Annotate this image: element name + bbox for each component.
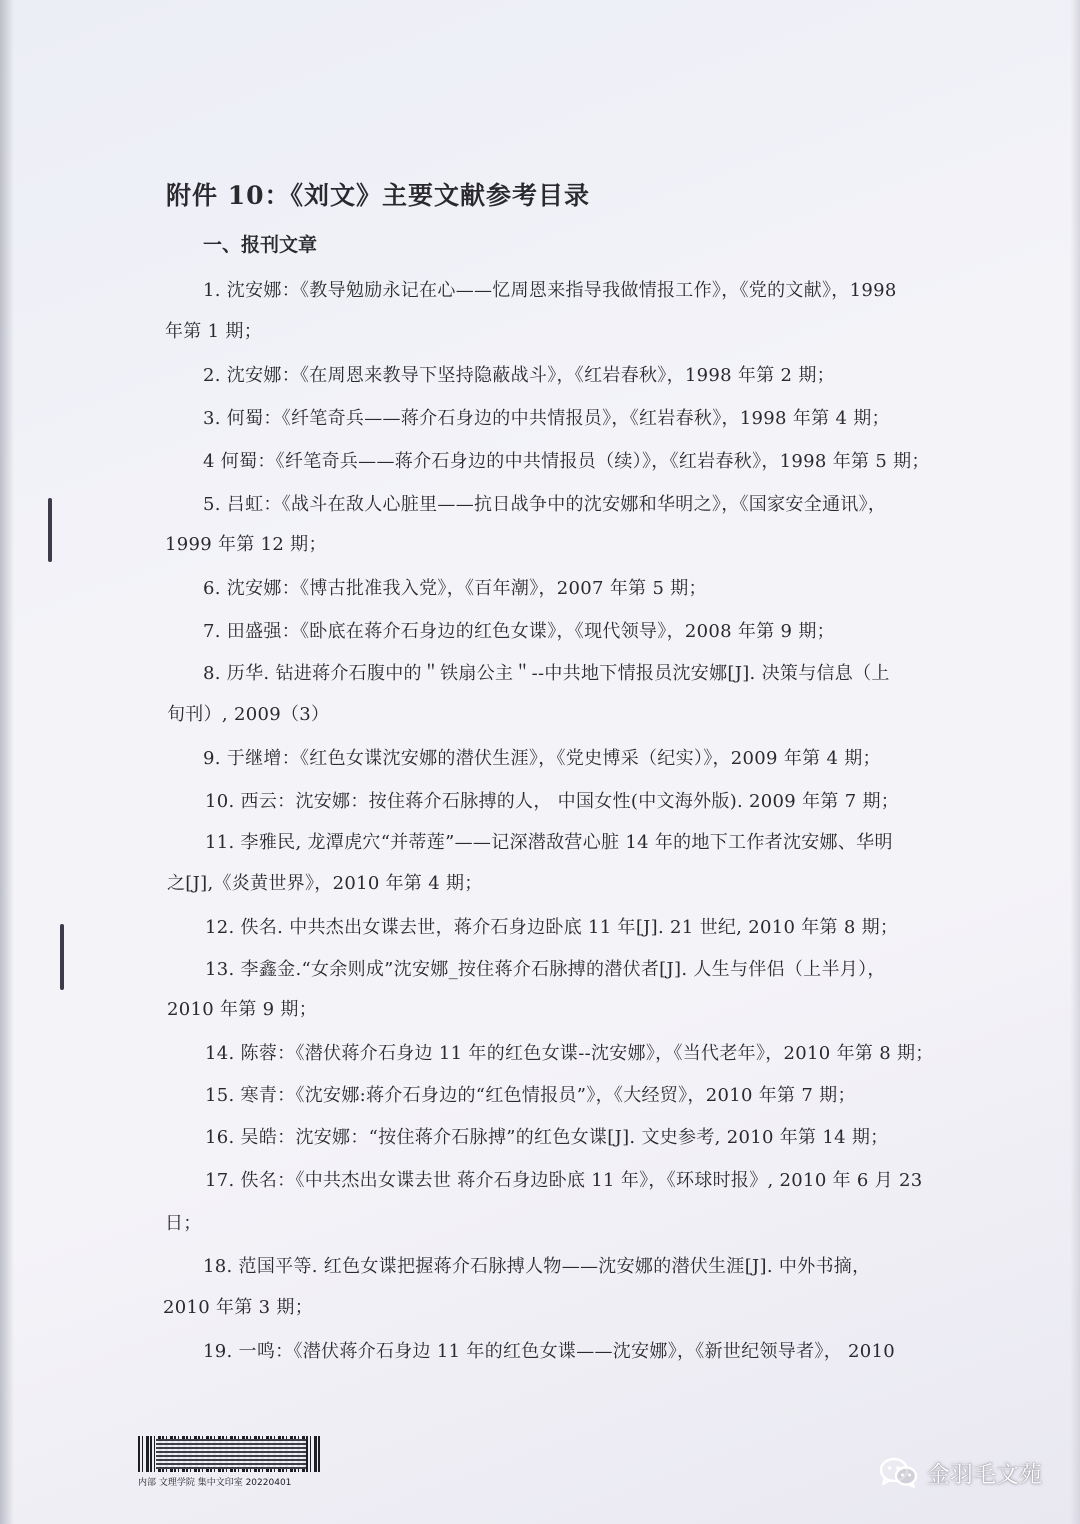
reference-line: 2010 年第 9 期； bbox=[167, 999, 318, 1020]
reference-line: 4 何蜀：《纤笔奇兵——蒋介石身边的中共情报员（续）》，《红岩春秋》，1998 年第 5 期； bbox=[203, 451, 930, 472]
page-edge-shadow-left bbox=[0, 0, 14, 1524]
document-title: 附件 10：《刘文》主要文献参考目录 bbox=[166, 181, 590, 210]
reference-line: 12. 佚名. 中共杰出女谍去世，蒋介石身边卧底 11 年[J]. 21 世纪, 2010 年第 8 期； bbox=[205, 917, 899, 938]
reference-line: 18. 范国平等. 红色女谍把握蒋介石脉搏人物——沈安娜的潜伏生涯[J]. 中外书摘， bbox=[203, 1256, 871, 1277]
reference-line: 19. 一鸣：《潜伏蒋介石身边 11 年的红色女谍——沈安娜》，《新世纪领导者》， 2010 bbox=[203, 1341, 896, 1362]
reference-line: 年第 1 期； bbox=[165, 321, 262, 342]
watermark-text: 金羽毛文苑 bbox=[927, 1462, 1042, 1488]
pen-mark bbox=[60, 924, 64, 990]
reference-line: 1. 沈安娜：《教导勉励永记在心——忆周恩来指导我做情报工作》，《党的文献》，1998 bbox=[203, 280, 897, 301]
reference-line: 9. 于继增：《红色女谍沈安娜的潜伏生涯》，《党史博采（纪实）》，2009 年第 4 期； bbox=[203, 748, 881, 769]
reference-line: 6. 沈安娜：《博古批准我入党》，《百年潮》，2007 年第 5 期； bbox=[203, 578, 707, 599]
reference-line: 1999 年第 12 期； bbox=[165, 534, 327, 555]
account-watermark bbox=[879, 1456, 1042, 1489]
barcode-icon bbox=[138, 1436, 320, 1472]
wechat-icon bbox=[879, 1457, 919, 1489]
reference-line: 2. 沈安娜：《在周恩来教导下坚持隐蔽战斗》，《红岩春秋》，1998 年第 2 期； bbox=[203, 365, 835, 386]
print-barcode bbox=[138, 1436, 322, 1488]
reference-line: 15. 寒青：《沈安娜:蒋介石身边的“红色情报员”》，《大经贸》，2010 年第 7 期； bbox=[205, 1085, 856, 1106]
reference-line: 10. 西云：沈安娜：按住蒋介石脉搏的人， 中国女性(中文海外版). 2009 年第 7 期； bbox=[205, 791, 900, 812]
reference-line: 日； bbox=[165, 1213, 202, 1234]
pen-mark bbox=[48, 498, 52, 562]
reference-line: 5. 吕虹：《战斗在敌人心脏里——抗日战争中的沈安娜和华明之》，《国家安全通讯》， bbox=[203, 494, 887, 515]
reference-line: 3. 何蜀：《纤笔奇兵——蒋介石身边的中共情报员》，《红岩春秋》，1998 年第 4 期； bbox=[203, 408, 890, 429]
section-heading: 一、报刊文章 bbox=[203, 234, 318, 256]
reference-line: 13. 李鑫金.“女余则成”沈安娜_按住蒋介石脉搏的潜伏者[J]. 人生与伴侣（上半月）， bbox=[205, 959, 886, 980]
barcode-caption: 内部 文理学院 集中文印室 20220401 bbox=[138, 1478, 292, 1488]
reference-line: 2010 年第 3 期； bbox=[163, 1297, 314, 1318]
reference-line: 8. 历华. 钻进蒋介石腹中的＂铁扇公主＂--中共地下情报员沈安娜[J]. 决策与信息（上 bbox=[203, 663, 890, 684]
reference-line: 7. 田盛强：《卧底在蒋介石身边的红色女谍》，《现代领导》，2008 年第 9 期； bbox=[203, 621, 835, 642]
reference-line: 14. 陈蓉：《潜伏蒋介石身边 11 年的红色女谍--沈安娜》，《当代老年》，2010 年第 8 期； bbox=[205, 1043, 934, 1064]
page-edge-shadow-right bbox=[1070, 0, 1080, 1524]
reference-line: 11. 李雅民, 龙潭虎穴“并蒂莲”——记深潜敌营心脏 14 年的地下工作者沈安娜、华明 bbox=[205, 832, 893, 853]
reference-line: 之[J],《炎黄世界》，2010 年第 4 期； bbox=[167, 873, 483, 894]
reference-line: 16. 吴皓：沈安娜：“按住蒋介石脉搏”的红色女谍[J]. 文史参考, 2010 年第 14 期； bbox=[205, 1127, 889, 1148]
reference-line: 旬刊）, 2009（3） bbox=[167, 704, 330, 725]
reference-line: 17. 佚名：《中共杰出女谍去世 蒋介石身边卧底 11 年》，《环球时报》, 2010 年 6 月 23 bbox=[205, 1170, 923, 1191]
